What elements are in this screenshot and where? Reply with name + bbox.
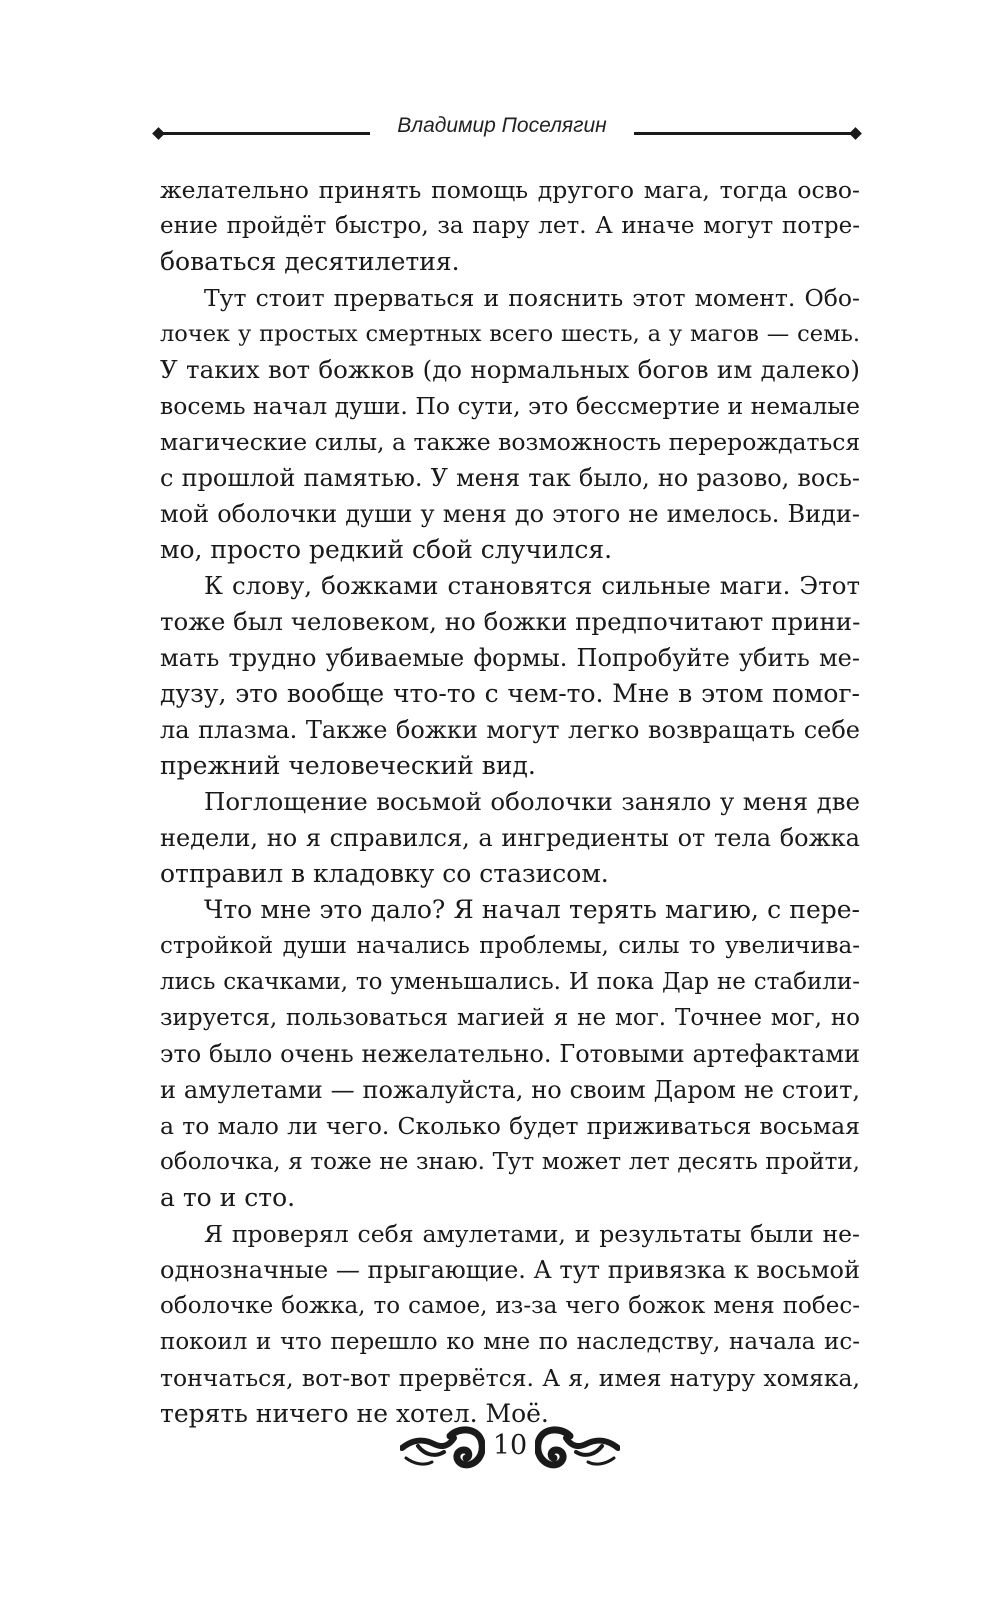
text-line: стройкой души начались проблемы, силы то увеличива-: [160, 933, 860, 959]
text-line: оболочка, я тоже не знаю. Тут может лет десять пройти,: [160, 1149, 860, 1175]
text-line: и амулетами — пожалуйста, но своим Даром не стоит,: [160, 1076, 860, 1104]
text-line: отправил в кладовку со стазисом.: [160, 859, 609, 888]
text-line: а то мало ли чего. Сколько будет приживаться восьмая: [160, 1112, 860, 1140]
swirl-ornament-left-icon: [400, 1418, 485, 1478]
text-line: с прошлой памятью. У меня так было, но разово, вось-: [160, 464, 860, 492]
page-footer: [400, 1418, 620, 1478]
text-line: лись скачками, то уменьшались. И пока Дар не стабили-: [160, 969, 860, 995]
text-line: тоже был человеком, но божки предпочитают прини-: [160, 607, 861, 636]
text-line: К слову, божками становятся сильные маги. Этот: [204, 571, 860, 600]
text-line: У таких вот божков (до нормальных богов им далеко): [160, 355, 860, 384]
text-line: магические силы, а также возможность перерождаться: [160, 428, 861, 456]
text-line: ла плазма. Также божки могут легко возвращать себе: [160, 716, 860, 744]
text-line: Я проверял себя амулетами, и результаты были не-: [204, 1220, 860, 1248]
text-line: Что мне это дало? Я начал терять магию, с пере-: [204, 895, 860, 924]
text-line: это было очень нежелательно. Готовыми артефактами: [160, 1040, 860, 1068]
text-line: прежний человеческий вид.: [160, 751, 536, 780]
text-line: недели, но я справился, а ингредиенты от тела божка: [160, 824, 860, 852]
text-line: боваться десятилетия.: [160, 247, 460, 276]
swirl-ornament-right-icon: [535, 1418, 620, 1478]
running-header: [158, 112, 856, 142]
text-line: желательно принять помощь другого мага, тогда осво-: [160, 176, 860, 204]
text-line: покоил и что перешло ко мне по наследству, начала ис-: [160, 1329, 860, 1355]
text-line: мой оболочки души у меня до этого не имелось. Види-: [160, 500, 860, 528]
text-line: а то и сто.: [160, 1183, 296, 1212]
page-number: 10: [492, 1430, 528, 1461]
text-line: тончаться, вот-вот прервётся. А я, имея натуру хомяка,: [160, 1364, 860, 1392]
text-line: мо, просто редкий сбой случился.: [160, 535, 613, 564]
text-line: Тут стоит прерваться и пояснить этот момент. Обо-: [204, 284, 860, 312]
header-rule-left: [158, 132, 370, 135]
text-line: лочек у простых смертных всего шесть, а у магов — семь.: [160, 321, 860, 347]
text-line: Поглощение восьмой оболочки заняло у меня две: [204, 787, 860, 816]
text-line: ение пройдёт быстро, за пару лет. А иначе могут потре-: [160, 213, 860, 239]
text-line: восемь начал души. По сути, это бессмертие и немалые: [160, 392, 861, 420]
text-line: зируется, пользоваться магией я не мог. Точнее мог, но: [160, 1005, 860, 1031]
header-diamond-left-icon: [152, 127, 165, 140]
text-line: дузу, это вообще что-то с чем-то. Мне в этом помог-: [160, 679, 860, 708]
text-line: терять ничего не хотел. Моё.: [160, 1399, 549, 1428]
text-line: оболочке божка, то самое, из-за чего божок меня побес-: [160, 1293, 860, 1319]
header-diamond-right-icon: [849, 127, 862, 140]
text-line: однозначные — прыгающие. А тут привязка к восьмой: [160, 1256, 860, 1284]
text-line: мать трудно убиваемые формы. Попробуйте убить ме-: [160, 644, 860, 672]
page-body-text: [160, 172, 860, 1432]
header-author: Владимир Поселягин: [397, 114, 607, 137]
header-rule-right: [634, 132, 856, 135]
